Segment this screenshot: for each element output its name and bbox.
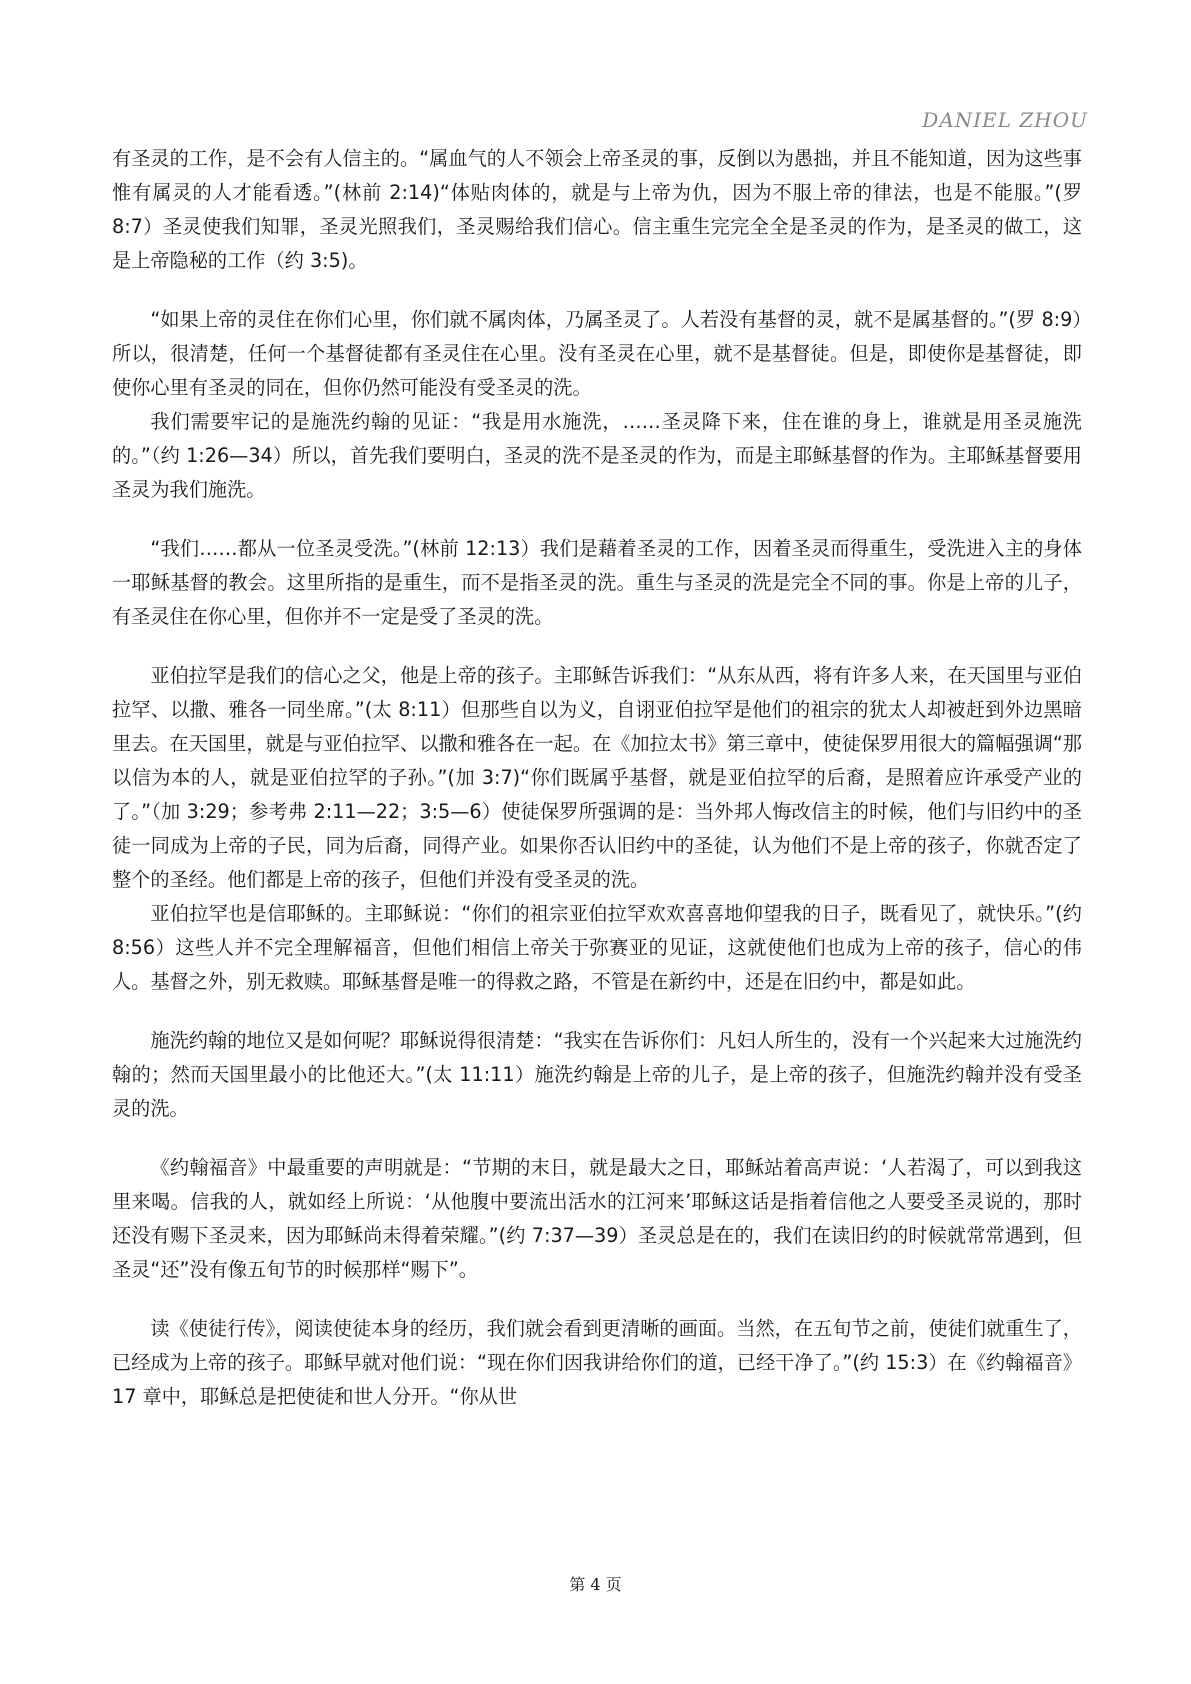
paragraph-9: 读《使徒行传》，阅读使徒本身的经历，我们就会看到更清晰的画面。当然，在五旬节之前，使徒们就重生了，已经成为上帝的孩子。耶稣早就对他们说：“现在你们因我讲给你们的道，已经干净了。”(约 15:3）在《约翰福音》17 章中，耶稣总是把使徒和世人分开。“你从世 bbox=[112, 1317, 1082, 1408]
page-number: 第 4 页 bbox=[569, 1575, 622, 1594]
paragraph-2: “如果上帝的灵住在你们心里，你们就不属肉体，乃属圣灵了。人若没有基督的灵，就不是属基督的。”(罗 8:9）所以，很清楚，任何一个基督徒都有圣灵住在心里。没有圣灵在心里，就不是基督徒。但是，即使你是基督徒，即使你心里有圣灵的同在，但你仍然可能没有受圣灵的洗。 bbox=[112, 308, 1082, 399]
paragraph-7: 施洗约翰的地位又是如何呢？耶稣说得很清楚：“我实在告诉你们：凡妇人所生的，没有一个兴起来大过施洗约翰的；然而天国里最小的比他还大。”(太 11:11）施洗约翰是上帝的儿子，是上帝的孩子，但施洗约翰并没有受圣灵的洗。 bbox=[112, 1029, 1082, 1120]
header-author: DANIEL ZHOU bbox=[922, 108, 1088, 132]
paragraph-5: 亚伯拉罕是我们的信心之父，他是上帝的孩子。主耶稣告诉我们：“从东从西，将有许多人来，在天国里与亚伯拉罕、以撒、雅各一同坐席。”(太 8:11）但那些自以为义，自诩亚伯拉罕是他们的祖宗的犹太人却被赶到外边黑暗里去。在天国里，就是与亚伯拉罕、以撒和雅各在一起。在《加拉太书》第三章中，使徒保罗用很大的篇幅强调“那以信为本的人，就是亚伯拉罕的子孙。”(加 3:7)“你们既属乎基督，就是亚伯拉罕的后裔，是照着应许承受产业的了。”（加 3:29；参考弗 2:11—22；3:5—6）使徒保罗所强调的是：当外邦人悔改信主的时候，他们与旧约中的圣徒一同成为上帝的子民，同为后裔，同得产业。如果你否认旧约中的圣徒，认为他们不是上帝的孩子，你就否定了整个的圣经。他们都是上帝的孩子，但他们并没有受圣灵的洗。 bbox=[112, 664, 1082, 891]
paragraph-4: “我们……都从一位圣灵受洗。”(林前 12:13）我们是藉着圣灵的工作，因着圣灵而得重生，受洗进入主的身体一耶稣基督的教会。这里所指的是重生，而不是指圣灵的洗。重生与圣灵的洗是完全不同的事。你是上帝的儿子，有圣灵住在你心里，但你并不一定是受了圣灵的洗。 bbox=[112, 537, 1082, 628]
paragraph-8: 《约翰福音》中最重要的声明就是：“节期的末日，就是最大之日，耶稣站着高声说：‘人若渴了，可以到我这里来喝。信我的人，就如经上所说：‘从他腹中要流出活水的江河来’耶稣这话是指着信他之人要受圣灵说的，那时还没有赐下圣灵来，因为耶稣尚未得着荣耀。”(约 7:37—39）圣灵总是在的，我们在读旧约的时候就常常遇到，但圣灵“还”没有像五旬节的时候那样“赐下”。 bbox=[112, 1156, 1082, 1281]
document-body bbox=[112, 142, 1082, 1414]
paragraph-1: 有圣灵的工作，是不会有人信主的。“属血气的人不领会上帝圣灵的事，反倒以为愚拙，并且不能知道，因为这些事惟有属灵的人才能看透。”(林前 2:14)“体贴肉体的，就是与上帝为仇，因为不服上帝的律法，也是不能服。”(罗 8:7）圣灵使我们知罪，圣灵光照我们，圣灵赐给我们信心。信主重生完完全全是圣灵的作为，是圣灵的做工，这是上帝隐秘的工作（约 3:5)。 bbox=[112, 147, 1082, 272]
paragraph-6: 亚伯拉罕也是信耶稣的。主耶稣说：“你们的祖宗亚伯拉罕欢欢喜喜地仰望我的日子，既看见了，就快乐。”(约 8:56）这些人并不完全理解福音，但他们相信上帝关于弥赛亚的见证，这就使他们也成为上帝的孩子，信心的伟人。基督之外，别无救赎。耶稣基督是唯一的得救之路，不管是在新约中，还是在旧约中，都是如此。 bbox=[112, 902, 1082, 993]
paragraph-3: 我们需要牢记的是施洗约翰的见证：“我是用水施洗，……圣灵降下来，住在谁的身上，谁就是用圣灵施洗的。”（约 1:26—34）所以，首先我们要明白，圣灵的洗不是圣灵的作为，而是主耶稣基督的作为。主耶稣基督要用圣灵为我们施洗。 bbox=[112, 410, 1082, 501]
